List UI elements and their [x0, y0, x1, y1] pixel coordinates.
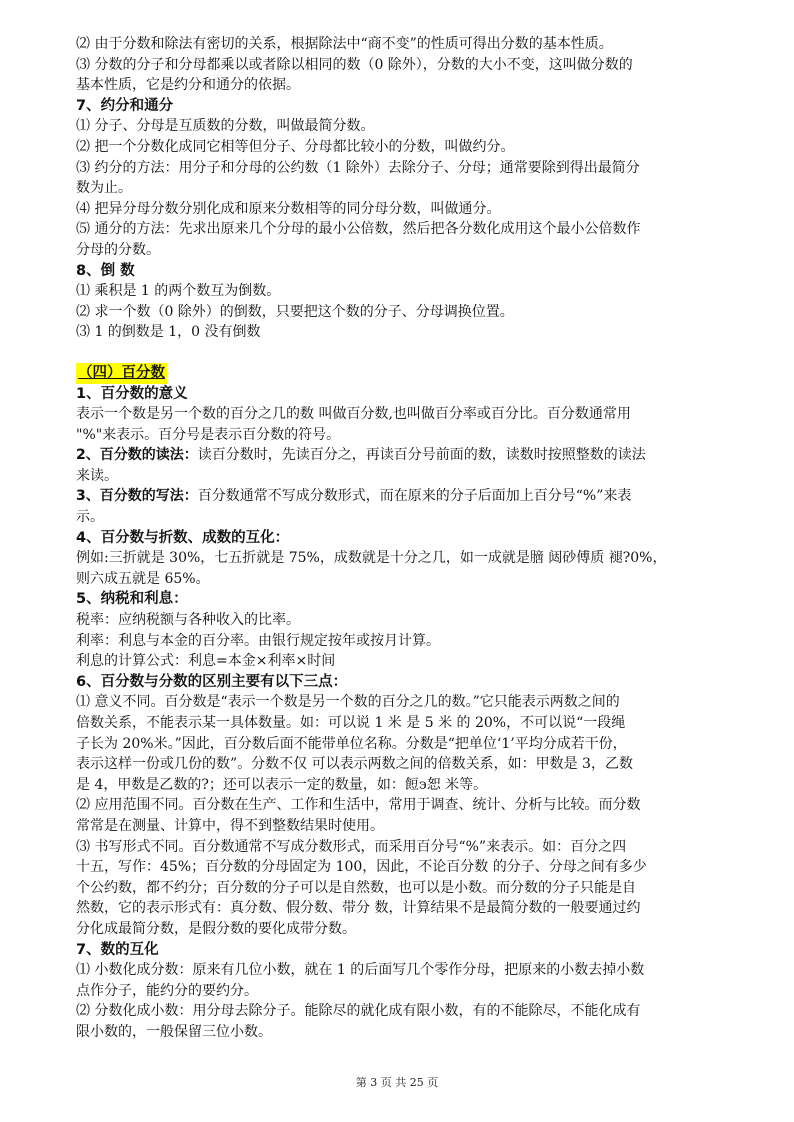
paragraph-line: 是 4，甲数是乙数的?；还可以表示一定的数量，如：餖϶恕 米等。 [76, 776, 488, 793]
page-footer: 第 3 页 共 25 页 [355, 1076, 439, 1089]
paragraph-line: 利息的计算公式：利息=本金×利率×时间 [76, 653, 336, 670]
paragraph-line: ⑷ 把异分母分数分别化成和原来分数相等的同分母分数，叫做通分。 [76, 200, 501, 217]
paragraph-line: ⑸ 通分的方法：先求出原来几个分母的最小公倍数，然后把各分数化成用这个最小公倍数作 [76, 221, 641, 238]
paragraph-line: ⑴ 乘积是 1 的两个数互为倒数。 [76, 283, 281, 300]
paragraph-line: ⑴ 意义不同。百分数是“表示一个数是另一个数的百分之几的数。”它只能表示两数之间的 [76, 694, 620, 711]
paragraph-line: 示。 [76, 509, 104, 526]
paragraph-line: ⑵ 把一个分数化成同它相等但分子、分母都比较小的分数，叫做约分。 [76, 138, 515, 155]
paragraph-line: ⑵ 求一个数（0 除外）的倒数，只要把这个数的分子、分母调换位置。 [76, 303, 514, 320]
document-page [76, 34, 724, 1043]
paragraph-line: 表示一个数是另一个数的百分之几的数 叫做百分数,也叫做百分率或百分比。百分数通常用 [76, 406, 631, 423]
paragraph-line: 分化成最简分数，是假分数的要化成带分数。 [76, 920, 356, 937]
heading: 7、约分和通分 [76, 97, 174, 114]
paragraph-line [76, 445, 724, 466]
paragraph-line: 然数，它的表示形式有：真分数、假分数、带分 数，计算结果不是最简分数的一般要通过约 [76, 900, 641, 917]
inline-heading: 3、百分数的写法： [76, 488, 198, 505]
heading: 8、倒 数 [76, 262, 135, 279]
paragraph-line: 常常是在测量、计算中，得不到整数结果时使用。 [76, 817, 384, 834]
heading: 6、百分数与分数的区别主要有以下三点： [76, 673, 348, 690]
heading: 1、百分数的意义 [76, 385, 188, 402]
paragraph-line: "%"来表示。百分号是表示百分数的符号。 [76, 426, 341, 443]
paragraph-line: ⑶ 分数的分子和分母都乘以或者除以相同的数（0 除外），分数的大小不变，这叫做分数的 [76, 56, 633, 73]
heading: 7、数的互化 [76, 941, 159, 958]
paragraph-line: 例如:三折就是 30%，七五折就是 75%，成数就是十分之几，如一成就是膪 闼砂傅质 褪?0%， [76, 550, 667, 567]
paragraph-line: ⑵ 应用范围不同。百分数在生产、工作和生活中，常用于调查、统计、分析与比较。而分数 [76, 797, 641, 814]
paragraph-text: 读百分数时，先读百分之，再读百分号前面的数，读数时按照整数的读法 [197, 447, 646, 464]
paragraph-line [76, 486, 724, 507]
heading: 4、百分数与折数、成数的互化： [76, 529, 290, 546]
inline-heading: 2、百分数的读法： [76, 447, 198, 464]
paragraph-line: ⑶ 书写形式不同。百分数通常不写成分数形式，而采用百分号“%”来表示。如：百分之四 [76, 838, 627, 855]
paragraph-line: 个公约数，都不约分；百分数的分子可以是自然数，也可以是小数。而分数的分子只能是自 [76, 879, 636, 896]
content-block-fractions [76, 34, 724, 343]
paragraph-line: 点作分子，能约分的要约分。 [76, 982, 258, 999]
paragraph-line: ⑵ 分数化成小数：用分母去除分子。能除尽的就化成有限小数，有的不能除尽，不能化成有 [76, 1003, 641, 1020]
section-gap [76, 343, 724, 363]
section-title-row [76, 363, 724, 384]
paragraph-line: ⑶ 1 的倒数是 1，0 没有倒数 [76, 324, 261, 341]
paragraph-line: 基本性质，它是约分和通分的依据。 [76, 77, 300, 94]
content-block-percent [76, 384, 724, 1043]
paragraph-line: 税率：应纳税额与各种收入的比率。 [76, 612, 300, 629]
paragraph-line: ⑴ 分子、分母是互质数的分数，叫做最简分数。 [76, 118, 375, 135]
heading: 5、纳税和利息： [76, 591, 188, 608]
paragraph-line: 利率：利息与本金的百分率。由银行规定按年或按月计算。 [76, 632, 440, 649]
paragraph-line: ⑶ 约分的方法：用分子和分母的公约数（1 除外）去除分子、分母；通常要除到得出最简分 [76, 159, 640, 176]
paragraph-line: 来读。 [76, 467, 118, 484]
paragraph-line: 十五，写作：45%；百分数的分母固定为 100，因此，不论百分数 的分子、分母之间有多少 [76, 859, 647, 876]
paragraph-line: ⑵ 由于分数和除法有密切的关系，根据除法中“商不变”的性质可得出分数的基本性质。 [76, 36, 613, 52]
paragraph-line: 倍数关系，不能表示某一具体数量。如：可以说 1 米 是 5 米 的 20%，不可以说“一段绳 [76, 715, 626, 731]
paragraph-text: 百分数通常不写成分数形式，而在原来的分子后面加上百分号“%”来表 [197, 488, 632, 505]
section-title: （四）百分数 [76, 363, 167, 384]
paragraph-line: 数为止。 [76, 180, 132, 197]
paragraph-line: 表示这样一份或几份的数”。分数不仅 可以表示两数之间的倍数关系，如：甲数是 3，乙数 [76, 756, 633, 773]
paragraph-line: 子长为 20%米。”因此，百分数后面不能带单位名称。分数是“把单位‘1’平均分成若干份， [76, 735, 627, 752]
paragraph-line: 分母的分数。 [76, 241, 160, 258]
paragraph-line: 限小数的，一般保留三位小数。 [76, 1023, 272, 1040]
paragraph-line: ⑴ 小数化成分数：原来有几位小数，就在 1 的后面写几个零作分母，把原来的小数去掉小数 [76, 962, 645, 979]
paragraph-line: 则六成五就是 65%。 [76, 570, 210, 587]
